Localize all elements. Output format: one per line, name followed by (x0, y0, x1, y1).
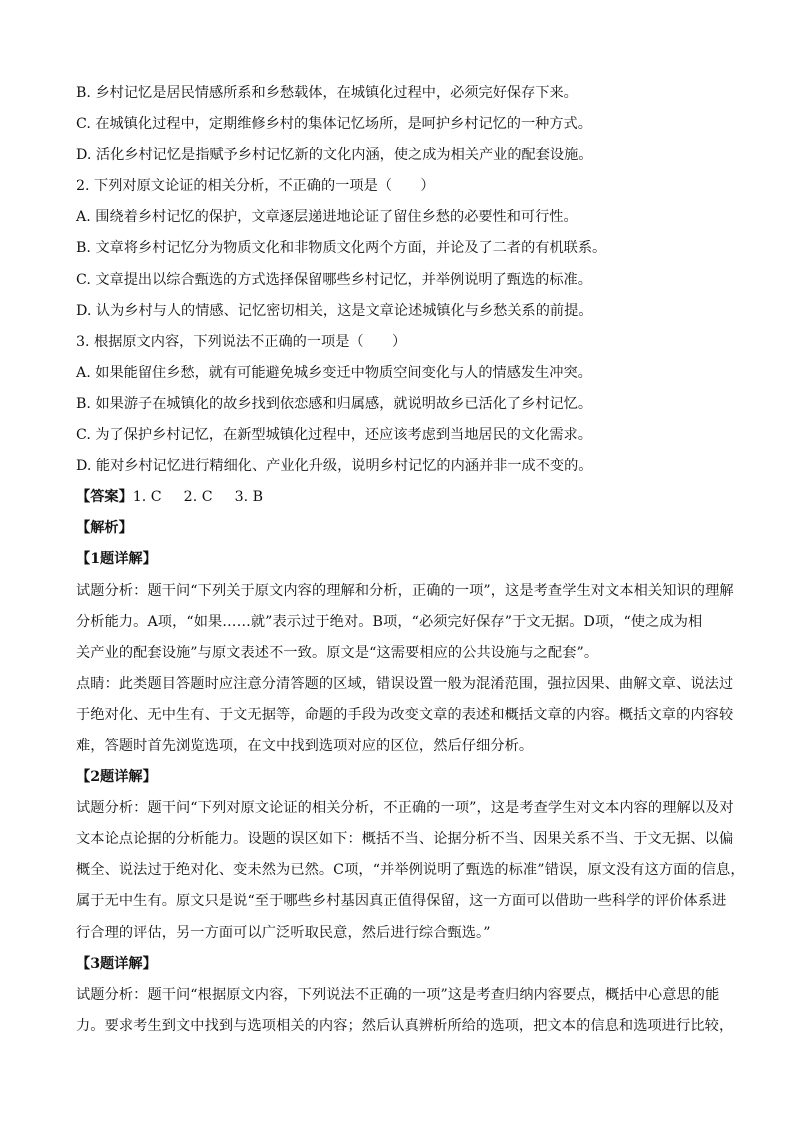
detail3-line: 试题分析：题干问“根据原文内容，下列说法不正确的一项”这是考查归纳内容要点，概括中心意思的能 (76, 986, 720, 1003)
document-body (76, 78, 745, 1042)
answer-line (76, 482, 724, 513)
analysis-heading: 【解析】 (76, 520, 133, 537)
q1-option-b: B. 乡村记忆是居民情感所系和乡愁载体，在城镇化过程中，必须完好保存下来。 (76, 85, 578, 101)
detail1-line: 点睛：此类题目答题时应注意分清答题的区域，错误设置一般为混淆范围，强拉因果、曲解文章、说法过 (76, 675, 734, 692)
detail2-line: 文本论点论据的分析能力。设题的误区如下：概括不当、论据分析不当、因果关系不当、于文无据、以偏 (76, 831, 734, 848)
answer-label: 【答案】 (76, 489, 133, 506)
detail2-line: 概全、说法过于绝对化、变未然为已然。C项，“并举例说明了甄选的标准”错误，原文没有这方面的信息， (76, 862, 745, 879)
answer-3: 3. B (234, 489, 264, 506)
q2-option-b: B. 文章将乡村记忆分为物质文化和非物质文化两个方面，并论及了二者的有机联系。 (76, 240, 607, 257)
detail1-heading: 【1题详解】 (76, 551, 157, 568)
detail1-line: 于绝对化、无中生有、于文无据等，命题的手段为改变文章的表述和概括文章的内容。概括文章的内容较 (76, 706, 734, 723)
detail1-paragraph (76, 576, 734, 763)
q2-option-c: C. 文章提出以综合甄选的方式选择保留哪些乡村记忆，并举例说明了甄选的标准。 (76, 271, 592, 288)
q3-option-b: B. 如果游子在城镇化的故乡找到依恋感和归属感，就说明故乡已活化了乡村记忆。 (76, 395, 593, 412)
q1-option-d: D. 活化乡村记忆是指赋予乡村记忆新的文化内涵，使之成为相关产业的配套设施。 (76, 147, 593, 164)
detail2-paragraph (76, 793, 745, 948)
q3-stem: 3. 根据原文内容，下列说法不正确的一项是（ ） (76, 333, 407, 350)
q3-option-c: C. 为了保护乡村记忆，在新型城镇化过程中，还应该考虑到当地居民的文化需求。 (76, 427, 592, 444)
q2-option-a: A. 围绕着乡村记忆的保护，文章逐层递进地论证了留住乡愁的必要性和可行性。 (76, 209, 578, 226)
detail2-line: 属于无中生有。原文只是说“至于哪些乡村基因真正值得保留，这一方面可以借助一些科学的评价体系进 (76, 893, 727, 910)
answer-1: 1. C (132, 489, 162, 506)
detail1-line: 分析能力。A项，“如果……就”表示过于绝对。B项，“必须完好保存”于文无据。D项，“使之成为相 (76, 613, 703, 630)
detail3-line: 力。要求考生到文中找到与选项相关的内容；然后认真辨析所给的选项，把文本的信息和选项进行比较， (76, 1017, 734, 1034)
detail1-line: 难，答题时首先浏览选项，在文中找到选项对应的区位，然后仔细分析。 (76, 737, 534, 754)
detail1-line: 关产业的配套设施”与原文表述不一致。原文是“这需要相应的公共设施与之配套”。 (76, 644, 599, 661)
detail3-paragraph (76, 980, 734, 1042)
q3-option-a: A. 如果能留住乡愁，就有可能避免城乡变迁中物质空间变化与人的情感发生冲突。 (76, 364, 592, 381)
answer-2: 2. C (183, 489, 213, 506)
q2-option-d: D. 认为乡村与人的情感、记忆密切相关，这是文章论述城镇化与乡愁关系的前提。 (76, 302, 593, 319)
detail2-line: 行合理的评估，另一方面可以广泛听取民意，然后进行综合甄选。” (76, 924, 491, 941)
q1-option-c: C. 在城镇化过程中，定期维修乡村的集体记忆场所，是呵护乡村记忆的一种方式。 (76, 116, 592, 133)
detail2-line: 试题分析：题干问“下列对原文论证的相关分析，不正确的一项”，这是考查学生对文本内容的理解以及对 (76, 800, 734, 817)
detail2-heading: 【2题详解】 (76, 769, 157, 786)
detail3-heading: 【3题详解】 (76, 955, 157, 972)
q3-option-d: D. 能对乡村记忆进行精细化、产业化升级，说明乡村记忆的内涵并非一成不变的。 (76, 458, 593, 475)
detail1-line: 试题分析：题干问“下列关于原文内容的理解和分析，正确的一项”，这是考查学生对文本相关知识的理解 (76, 582, 734, 599)
q2-stem: 2. 下列对原文论证的相关分析，不正确的一项是（ ） (76, 178, 435, 195)
